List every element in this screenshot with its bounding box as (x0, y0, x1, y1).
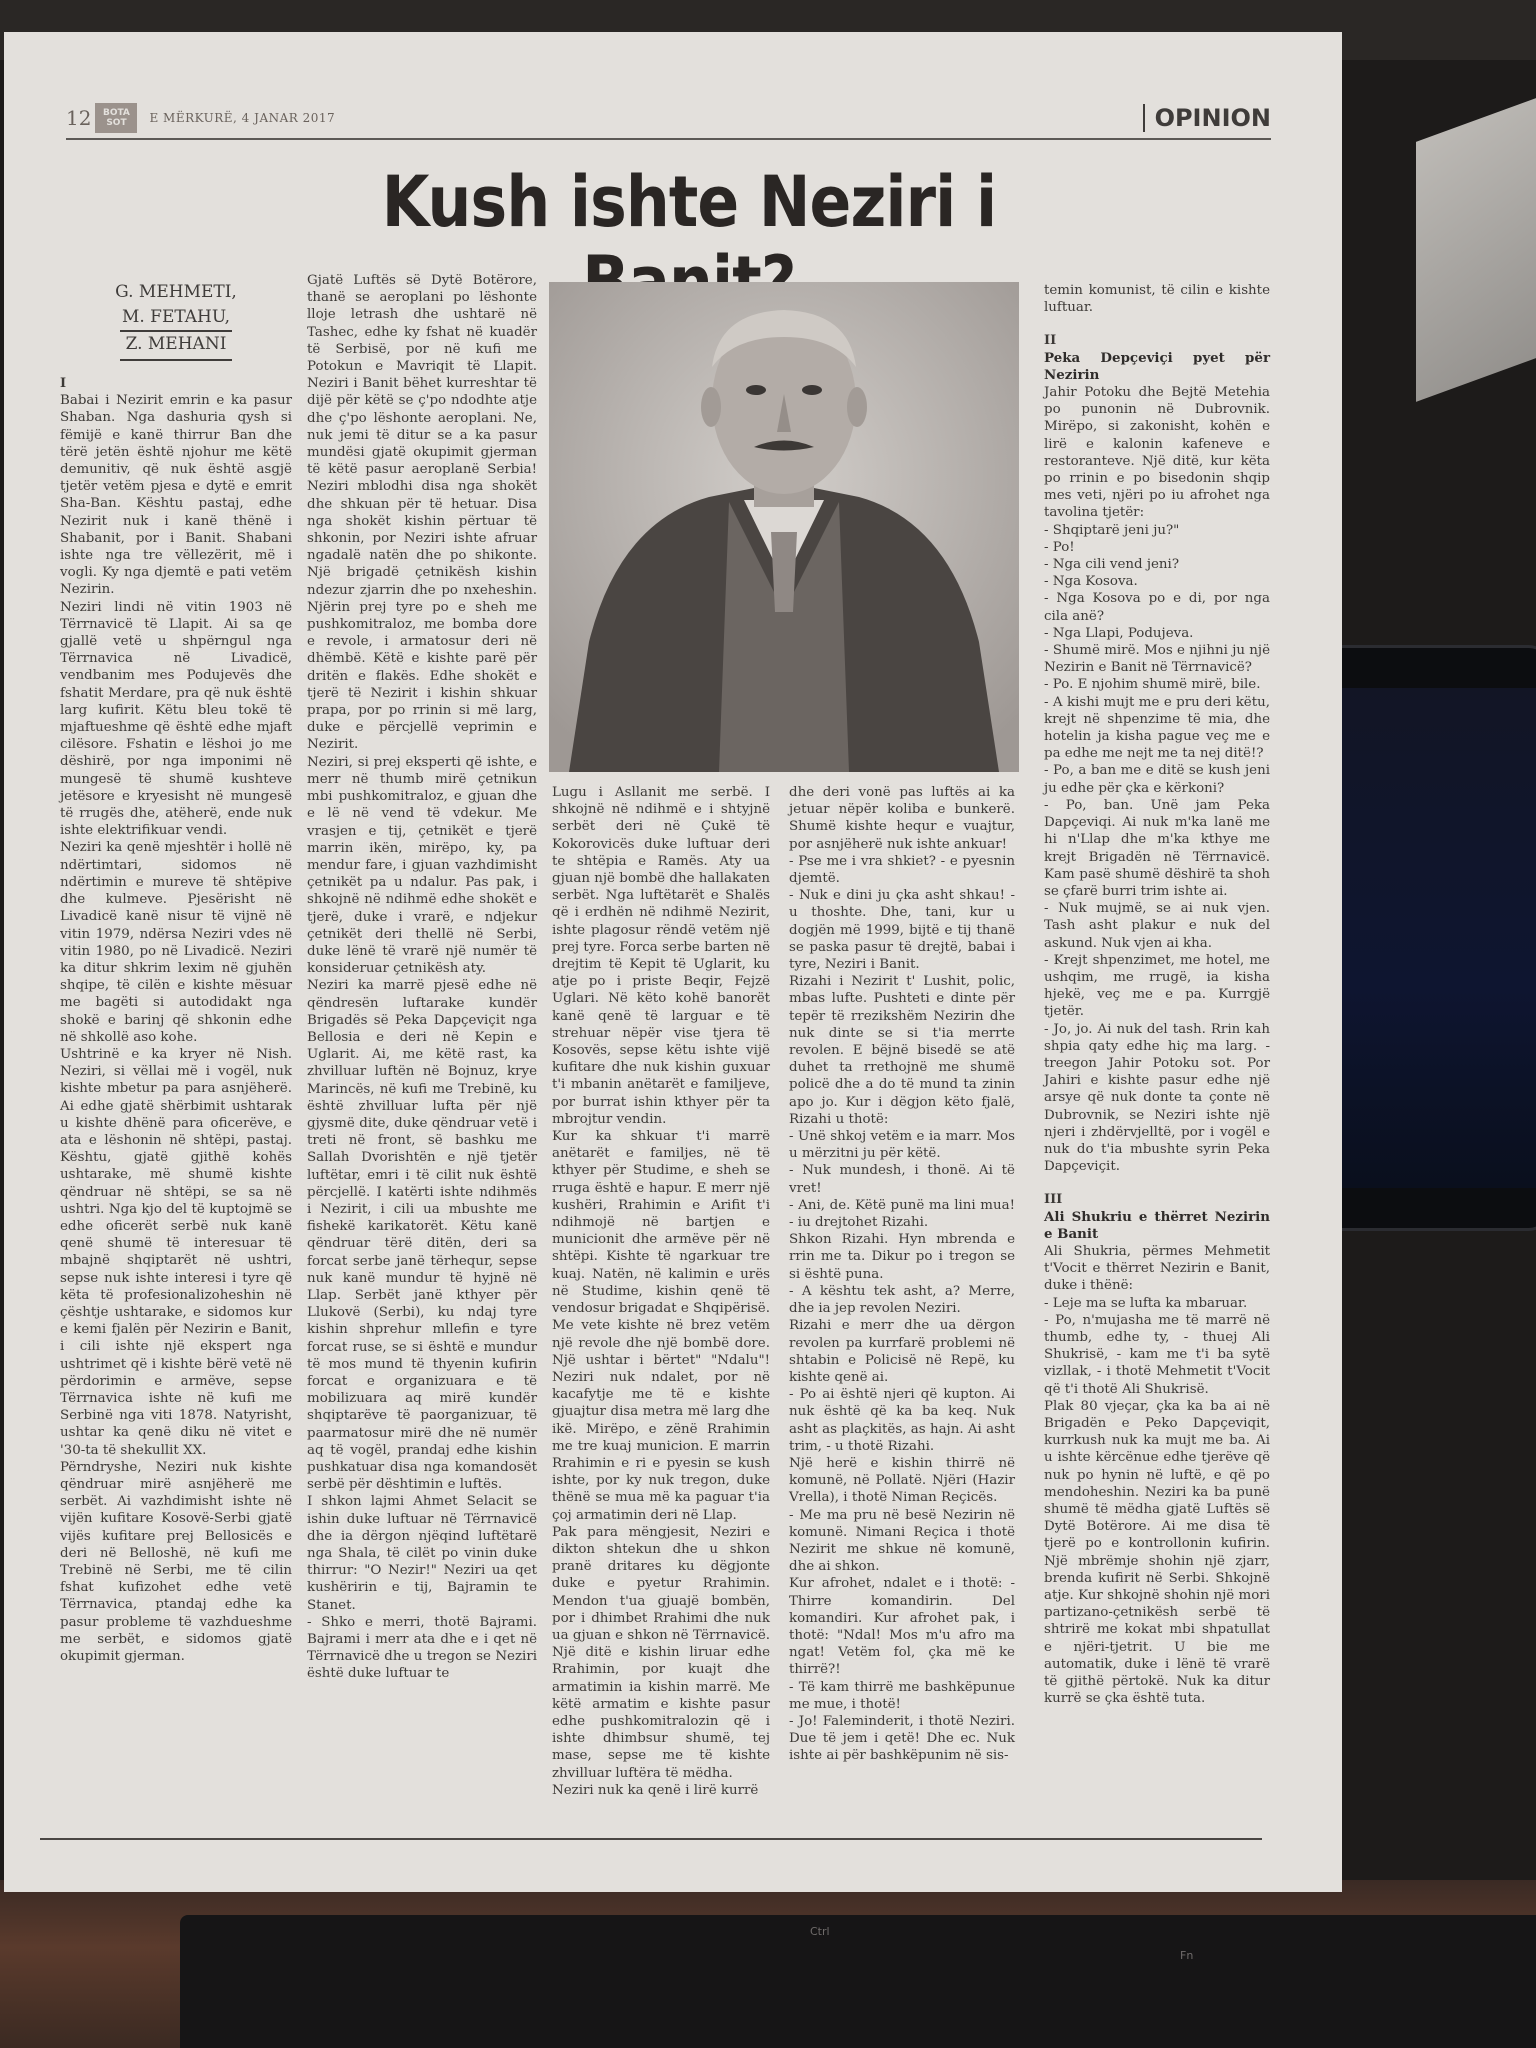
paragraph: Shkon Rizahi. Hyn mbrenda e rrin me ta. Dikur po i tregon se si është puna. (789, 1232, 1015, 1282)
key-ctrl-label: Ctrl (810, 1925, 830, 1938)
paragraph: - Nga Kosova. (1044, 574, 1138, 590)
article-column-5 (1044, 282, 1270, 1707)
paragraph: - Po, ban. Unë jam Peka Dapçeviqi. Ai nuk m'ka lanë me hi n'Llap dhe m'ka kthye me krejt Brigadën në Tërrnavicë. Kam pasë shumë dëshirë ta shoh se çfarë burri trim ishte ai. (1044, 797, 1270, 899)
part-1-marker: I (60, 376, 67, 391)
paragraph: Babai i Nezirit emrin e ka pasur Shaban. Nga dashuria qysh si fëmijë e kanë thirrur Ban dhe tërë jetën është njohur me këtë demunitiv, që nuk është asgjë tjetër vetëm pjesa e dytë e emrit Sha-Ban. Kështu pastaj, edhe Nezirit nuk i kanë thënë i Shabanit, por i Banit. Shabani ishte nga tre vëllezërit, më i vogli. Ky nga djemtë e pati vetëm Nezirin. (60, 393, 292, 598)
paragraph: Neziri nuk ka qenë i lirë kurrë (552, 1782, 759, 1798)
paragraph: Pak para mëngjesit, Neziri e dikton shtekun dhe u shkon pranë dritares ku dëgjonte duke e pyetur Rrahimin. Mendon t'ua gjuajë bombën, por i dhimbet Rrahimi dhe nuk ua gjuan e shkon në Tërrnavicë. Një ditë e kishin liruar edhe Rrahimin, por kuajt dhe armatimin ia kishin marrë. Me këtë armatim e kishte pasur edhe pushkomitralozin që i ishte dhimbsur shumë, tej mase, sepse me të kishte zhvilluar luftëra të mëdha. (552, 1524, 770, 1781)
paragraph: - Po, n'mujasha me të marrë në thumb, edhe ty, - thuej Ali Shukrisë, - kam me t'i ba sytë vizllak, - i thotë Mehmetit t'Vocit që t'i thotë Ali Shukrisë. (1044, 1312, 1270, 1397)
paragraph: Kur afrohet, ndalet e i thotë: - Thirre komandirin. Del komandiri. Kur afrohet pak, i thotë: "Ndal! Mos m'u afro ma ngat! Vetëm fol, çka më ke thirrë?! (789, 1576, 1015, 1678)
paragraph: - Jo! Faleminderit, i thotë Neziri. Due të jem i qetë! Dhe ec. Nuk ishte ai për bashkëpunim në sis- (789, 1713, 1015, 1764)
paragraph: Rizahi e merr dhe ua dërgon revolen pa kurrfarë problemi në shtabin e Policisë në Repë, ku kishte qenë ai. (789, 1318, 1015, 1385)
paragraph: - Po ai është njeri që kupton. Ai nuk është që ka ba keq. Nuk asht as plaçkitës, as hajn. Ai asht trim, - u thotë Rizahi. (789, 1387, 1015, 1454)
author-2: M. FETAHU, (121, 307, 231, 327)
paragraph: - Me ma pru në besë Nezirin në komunë. Nimani Reçica i thotë Nezirit me shkue në komunë, dhe ai shkon. (789, 1507, 1015, 1575)
paragraph: - Leje ma se lufta ka mbaruar. (1044, 1295, 1248, 1311)
author-byline (60, 280, 292, 361)
bottom-rule (40, 1838, 1262, 1840)
part-3-subheading: Ali Shukriu e thërret Nezirin e Banit (1044, 1208, 1270, 1242)
paragraph: Lugu i Asllanit me serbë. I shkojnë në ndihmë e i shtyjnë serbët deri në Çukë të Kokorovicës duke luftuar deri te shtëpia e Ramës. Aty ua gjuan një bombë dhe hallakaten serbët. Nga luftëtarët e Shalës që i erdhën në ndihmë Nezirit, ishte plagosur rëndë vetëm një prej tyre. Forca serbe barten në drejtim të Kepit të Uglarit, ku atje po i priste Beqir, Fejzë Uglari. Në këto kohë banorët kanë qenë të larguar e të strehuar nëpër vise tjera të Kosovës, sepse këtu ishte vijë kufitare dhe nuk kishin guxuar t'i mbanin anëtarët e familjeve, por burrat ishin kthyer për ta mbrojtur vendin. (552, 785, 770, 1127)
section-label: OPINION (1143, 104, 1271, 132)
paragraph: - Nga cili vend jeni? (1044, 557, 1180, 573)
paragraph: - Shko e merri, thotë Bajrami. Bajrami i merr ata dhe e i qet në Tërrnavicë dhe u tregon se Neziri është duke luftuar te (307, 1614, 537, 1682)
paragraph: - Jo, jo. Ai nuk del tash. Rrin kah shpia qaty edhe hiç ma larg. - treegon Jahir Potoku sot. Por Jahiri e kishte pasur edhe një arsye që nuk donte ta çonte në Dubrovnik, se Neziri ishte një njeri i zhdërvjelltë, por i vogël e nuk do t'ia mbushte syrin Peka Dapçeviçit. (1044, 1021, 1270, 1175)
paragraph: - Po, a ban me e ditë se kush jeni ju edhe për çka e kërkoni? (1044, 763, 1270, 796)
paragraph: dhe deri vonë pas luftës ai ka jetuar nëpër koliba e bunkerë. Shumë kishte hequr e vuajtur, por asnjëherë nuk ishte ankuar! (789, 785, 1015, 852)
paragraph: Ushtrinë e ka kryer në Nish. Neziri, si vëllai më i vogël, nuk kishte mbetur pa para asnjëherë. Ai edhe gjatë shërbimit ushtarak u kishte dhënë para oficerëve, e ata e lëshonin në shtëpi, pastaj. Kështu, gjatë gjithë kohës ushtarake, më shumë kishte qëndruar në shtëpi, se sa në ushtri. Nga kjo del të kuptojmë se edhe oficerët serbë nuk kanë qenë shumë të interesuar të mbajnë shqiptarët në ushtri, sepse nuk ishte interesi i tyre që këta të profesionalizoheshin në çështje ushtarake, e sidomos kur e kemi fjalën për Nezirin e Banit, i cili ishte një ekspert nga ushtrimet që i kishte bërë vetë në përdorimin e armëve, sepse Tërrnavica ishte në kufi me Serbinë nga viti 1878. Natyrisht, ushtar ka qenë diku në vitet e '30-ta të shekullit XX. (60, 1046, 292, 1458)
paragraph: - Pse me i vra shkiet? - e pyesnin djemtë. (789, 853, 1015, 887)
paragraph: Gjatë Luftës së Dytë Botërore, thanë se aeroplani po lëshonte lloje letrash dhe ushtarë në Tashec, edhe ky fshat në kuadër të Serbisë, por në kufi me Potokun e Mavriqit të Llapit. Neziri i Banit bëhet kurreshtar të dijë për këtë se ç'po ndodhte atje dhe ç'po lëshonte aeroplani. Ne, nuk jemi të ditur se a ka pasur mundësi gjatë okupimit gjerman të këtë pasur aeroplanë Serbia! Neziri mblodhi disa nga shokët dhe shkuan për të hetuar. Disa nga shokët kishin përtuar të shkonin, por Neziri ishte afruar ngadalë natën dhe po shikonte. Një brigadë çetnikësh kishin ndezur zjarrin dhe po nxeheshin. Njërin prej tyre po e sheh me pushkomitraloz, me bomba dore e revole, i armatosur deri në dhëmbë. Këtë e kishte parë për dritën e flakës. Edhe shokët e tjerë të Nezirit i kishin shkuar prapa, por po rrinin si më larg, duke e përcjellë veprimin e Nezirit. (307, 273, 537, 753)
paragraph: - Po! (1044, 539, 1075, 555)
portrait-photo (549, 282, 1019, 772)
article-column-3 (552, 784, 770, 1799)
key-fn-label: Fn (1180, 1949, 1194, 1962)
paragraph: Ali Shukria, përmes Mehmetit t'Vocit e thërret Nezirin e Banit, duke i thënë: (1044, 1243, 1270, 1294)
newspaper-page (4, 32, 1342, 1892)
folded-paper-corner (1416, 98, 1536, 402)
paragraph: Plak 80 vjeçar, çka ka ba ai në Brigadën e Peko Dapçeviqit, kurrkush nuk ka mujt me ba. Ai u ishte kërcënue edhe tjerëve që nuk po hynin në luftë, e që po mendoheshin. Neziri ka ba punë shumë të mëdha gjatë Luftës së Dytë Botërore. Ai me disa të tjerë po e kontrollonin kufirin. Një mbrëmje shohin një zjarr, brenda kufirit në Serbi. Shkojnë atje. Kur shkojnë shohin një mori partizano-çetnikësh serbë të shtrirë me kokat mbi shpatullat e njëri-tjetrit. U bie me automatik, duke i lënë të vrarë të gjithë përtokë. Nuk ka ditur kurrë se çka është tuta. (1044, 1398, 1270, 1707)
smartphone (1308, 645, 1536, 1231)
paragraph: Neziri lindi në vitin 1903 në Tërrnavicë të Llapit. Ai sa qe gjallë vetë u shpërngul nga Tërrnavica në Livadicë, vendbanim mes Podujevës dhe fshatit Merdare, pra që nuk është larg kufirit. Këtu bleu tokë të mjaftueshme që është edhe mjaft cilësore. Fshatin e lëshoi jo me dëshirë, por nga imponimi në mungesë të shumë kushteve jetësore e kryesisht në mungesë të rrugës dhe, atëherë, ende nuk ishte elektrifikuar vendi. (60, 599, 292, 839)
paragraph: - Shumë mirë. Mos e njihni ju një Nezirin e Banit në Tërrnavicë? (1044, 643, 1270, 676)
paragraph: - Unë shkoj vetëm e ia marr. Mos u mërzitni ju për këtë. (789, 1129, 1015, 1162)
paragraph: - Krejt shpenzimet, me hotel, me ushqim, me rrugë, ia kisha hjekë, veç me e pa. Kurrgjë tjetër. (1044, 952, 1270, 1020)
paragraph: Neziri, si prej eksperti që ishte, e merr në thumb mirë çetnikun mbi pushkomitraloz, e gjuan dhe e lë në vend të vdekur. Me vrasjen e tij, çetnikët e tjerë marrin ikën, mirëpo, ky, pa mendur fare, i gjuan vazhdimisht çetnikët pa u ndalur. Pas pak, i shkojnë në ndihmë edhe shokët e tjerë, duke i vrarë, e ndjekur çetnikët deri thellë në Serbi, duke lënë të vrarë një numër të konsideruar çetnikësh aty. (307, 754, 537, 977)
paragraph: - Po. E njohim shumë mirë, bile. (1044, 677, 1261, 693)
paragraph: - Nga Kosova po e di, por nga cila anë? (1044, 591, 1270, 624)
paragraph: - A kishi mujt me e pru deri këtu, krejt në shpenzime të mia, dhe hotelin ja kisha pague veç me e pa edhe me nejt me ta nej ditë!? (1044, 694, 1270, 762)
article-headline: Kush ishte Neziri i (381, 161, 997, 243)
paragraph: Neziri ka qenë mjeshtër i hollë në ndërtimtari, sidomos në ndërtimin e mureve të shtëpive dhe kulmeve. Pjesërisht në Livadicë kanë nisur të vijnë në vitin 1979, ndërsa Neziri vdes në vitin 1980, po në Livadicë. Neziri ka ditur shkrim lexim në gjuhën shqipe, të cilën e kishte mësuar me bagëti si autodidakt nga shokë e barinj që shkonin edhe në shkollë aso kohe. (60, 840, 292, 1045)
paragraph: Rizahi i Nezirit t' Lushit, polic, mbas lufte. Pushteti e dinte për tepër të rrezikshëm Nezirin dhe nuk dinte se si t'ia merrte revolen. E bëjnë bisedë se atë duhet ta rrethojnë me shumë policë dhe a do të mund ta zinin apo jo. Kur i dëgjon këto fjalë, Rizahi u thotë: (789, 974, 1015, 1127)
paragraph: - Nuk mundesh, i thonë. Ai të vret! (789, 1163, 1015, 1196)
portrait-illustration (549, 282, 1019, 772)
paragraph: - A kështu tek asht, a? Merre, dhe ia jep revolen Neziri. (789, 1283, 1015, 1317)
author-3: Z. MEHANI (120, 330, 233, 361)
article-column-1 (60, 280, 292, 1665)
newspaper-logo (95, 103, 137, 133)
logo-text-bottom: SOT (106, 118, 127, 128)
paragraph: Jahir Potoku dhe Bejtë Metehia po punonin në Dubrovnik. Mirëpo, si zakonisht, kohën e lirë e kalonin kafeneve e restoranteve. Një ditë, kur këta po rrinin e po bisedonin shqip mes veti, njëri po iu afrohet nga tavolina tjetër: (1044, 385, 1270, 521)
phone-screen (1325, 688, 1536, 1188)
article-column-4 (789, 784, 1015, 1765)
issue-date: E MËRKURË, 4 JANAR 2017 (149, 111, 336, 125)
part-3-marker: III (1044, 1192, 1063, 1208)
paragraph: - Të kam thirrë me bashkëpunue me mue, i thotë! (789, 1679, 1015, 1712)
logo-text-top: BOTA (102, 108, 130, 118)
page-number: 12 (66, 106, 92, 130)
paragraph: Kur ka shkuar t'i marrë anëtarët e familjes, në të kthyer për Studime, e sheh se rruga është e hapur. E merr një kushëri, Rrahimin e Arifit t'i ndihmojë në bartjen e municionit dhe armëve për në shtëpi. Kishte të ngarkuar tre kuaj. Natën, në kalimin e urës në Studime, kishin qenë të vendosur brigadat e Shqipërisë. Me vete kishte në brez vetëm një revole dhe një bombë dore. Një ushtar i bërtet" "Ndalu"! Neziri nuk ndalet, por në kacafytje me të e kishte gjuajtur disa metra më larg dhe ikë. Mirëpo, e zënë Rrahimin me tre kuaj municion. E marrin Rrahimin e ri e pyesin se kush ishte, por ky nuk tregon, duke thënë se mua më ka paguar t'ia çoj armatimin deri në Llap. (552, 1129, 770, 1523)
paragraph: temin komunist, të cilin e kishte luftuar. (1044, 283, 1270, 316)
paragraph: - Shqiptarë jeni ju?" (1044, 522, 1180, 538)
page-header (66, 98, 1271, 140)
part-2-marker: II (1044, 333, 1057, 349)
keyboard (180, 1915, 1536, 2048)
paragraph: Neziri ka marrë pjesë edhe në qëndresën luftarake kundër Brigadës së Peka Dapçeviçit nga Bellosia e deri në Kepin e Uglarit. Ai, me këtë rast, ka zhvilluar luftën në Bojnuz, krye Marincës, në kufi me Trebinë, ku është zhvilluar lufta për një gjysmë dite, duke qëndruar vetë i treti në front, së bashku me Sallah Dvorishtën e një tjetër luftëtar, emri i të cilit nuk është përcjellë. I katërti ishte ndihmës i Nezirit, i cili ua mbushte me fishekë karikatorët. Këtu kanë qëndruar tërë ditën, deri sa forcat serbe janë tërhequr, sepse nuk kanë mundur të hyjnë në Llap. Serbët janë kthyer për Llukovë (Serbi), ku ndaj tyre kishin shprehur mllefin e tyre forcat ruse, se si është e mundur të mos mund të thyenin kufirin forcat e organizuara e të mobilizuara aq mirë kundër shqiptarëve të paorganizuar, të paarmatosur mirë dhe në numër aq të vogël, prandaj edhe kishin pushkatuar disa nga komandosët serbë për dështimin e luftës. (307, 978, 537, 1493)
article-column-2 (307, 272, 537, 1683)
paragraph: - Nuk e dini ju çka asht shkau! - u thoshte. Dhe, tani, kur u dogjën më 1999, bijtë e tij thanë se paska pasur të drejtë, babai i tyre, Neziri i Banit. (789, 888, 1015, 973)
paragraph: - Nga Llapi, Podujeva. (1044, 625, 1194, 641)
paragraph: Një herë e kishin thirrë në komunë, në Pollatë. Njëri (Hazir Vrella), i thotë Niman Reçicës. (789, 1455, 1015, 1506)
paragraph: Përndryshe, Neziri nuk kishte qëndruar mirë asnjëherë me serbët. Ai vazhdimisht ishte në vijën kufitare Kosovë-Serbi gjatë vijës kufitare prej Bellosicës e deri në Belloshë, në kufi me Trebinë në Serbi, me të cilin fshat kufizohet edhe vetë Tërrnavica, ptandaj edhe ka pasur probleme të vazhdueshme me serbët, e sidomos gjatë okupimit gjerman. (60, 1459, 292, 1665)
author-1: G. MEHMETI, (115, 282, 237, 302)
paragraph: - Ani, de. Këtë punë ma lini mua! - iu drejtohet Rizahi. (789, 1197, 1015, 1231)
paragraph: I shkon lajmi Ahmet Selacit se ishin duke luftuar në Tërrnavicë dhe ia dërgon njëqind luftëtarë nga Shala, të cilët po vinin duke thirrur: "O Nezir!" Neziri ua qet kushëririn e tij, Bajramin te Stanet. (307, 1494, 537, 1613)
part-2-subheading: Peka Depçeviçi pyet për Nezirin (1044, 349, 1270, 383)
paragraph: - Nuk mujmë, se ai nuk vjen. Tash asht plakur e nuk del askund. Nuk vjen ai kha. (1044, 901, 1270, 951)
